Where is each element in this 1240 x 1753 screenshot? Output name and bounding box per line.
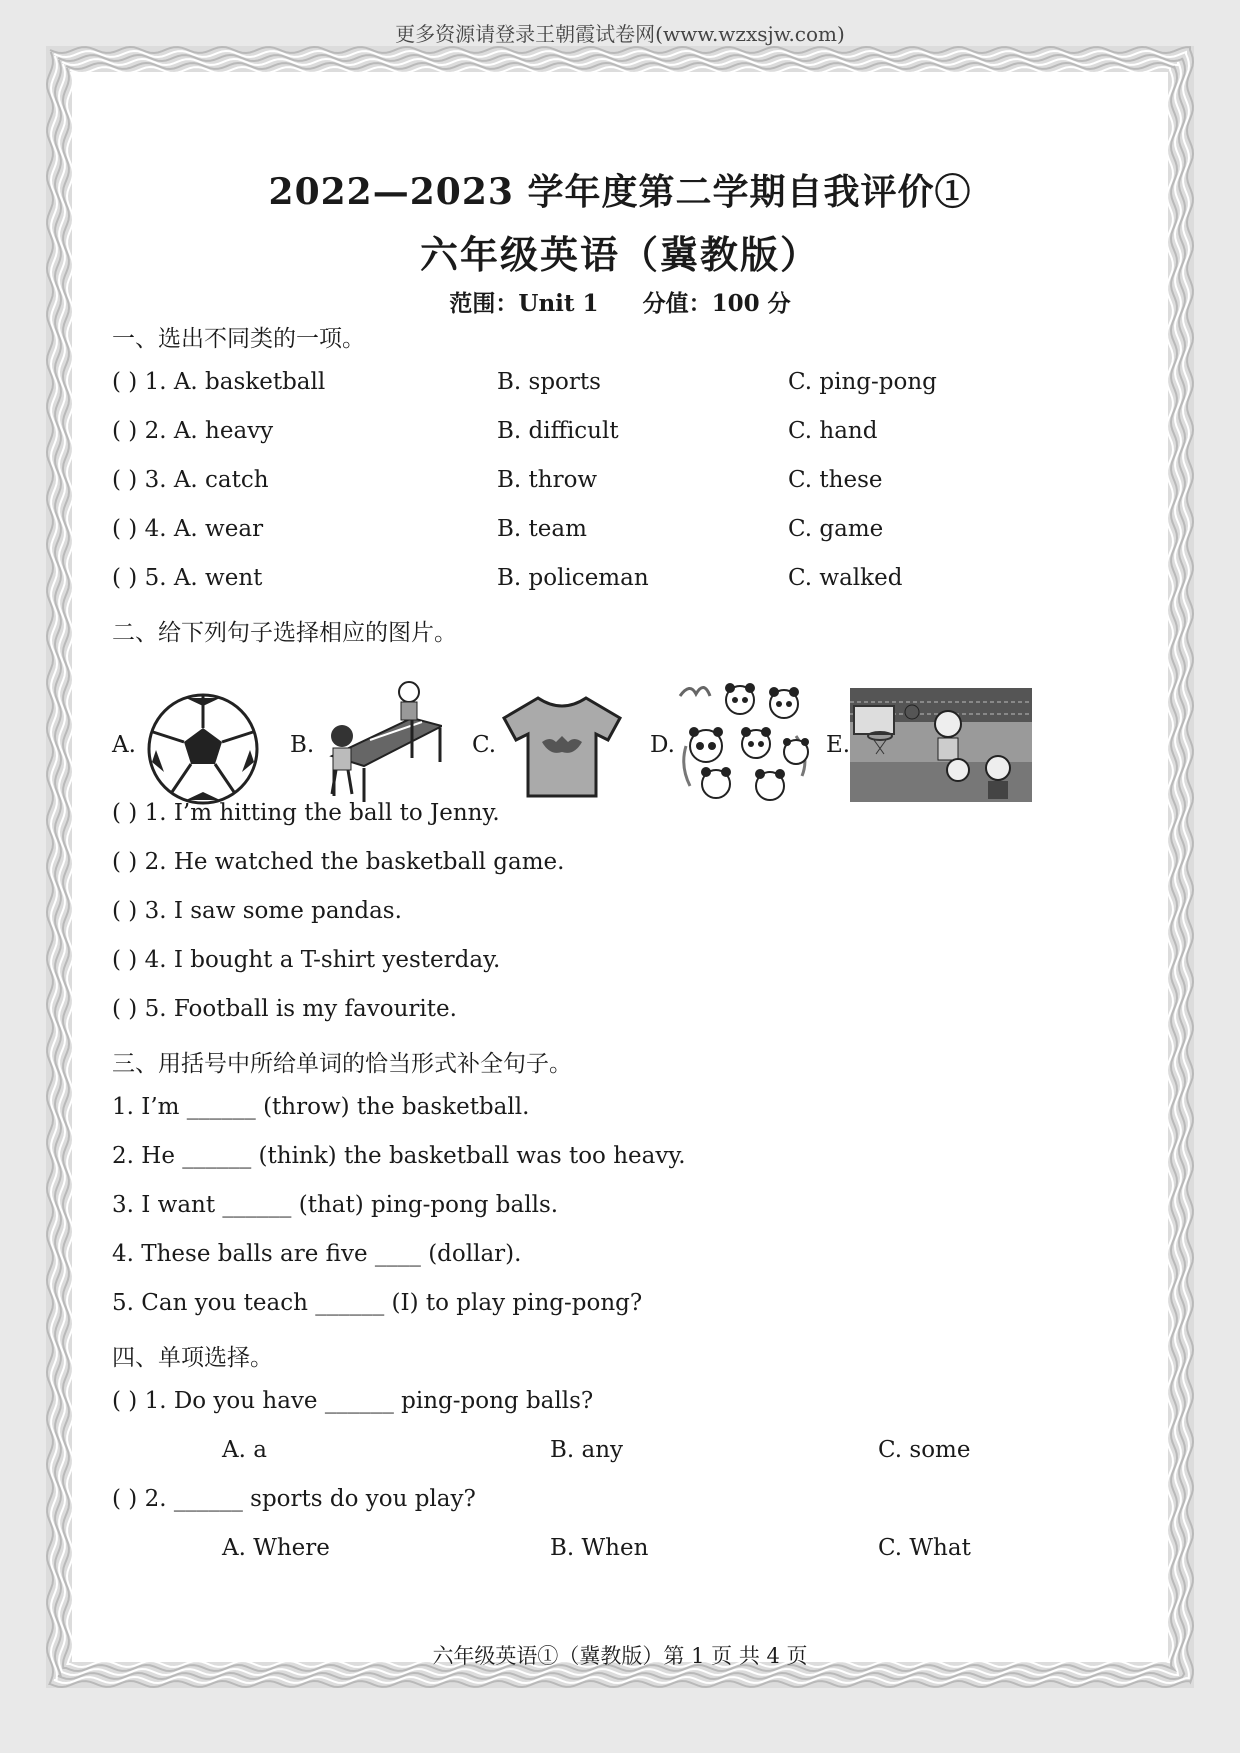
s4-q2-c: C. What bbox=[878, 1535, 971, 1561]
s2-q4: ( ) 4. I bought a T-shirt yesterday. bbox=[112, 947, 501, 973]
section-4-heading: 四、单项选择。 bbox=[112, 1345, 273, 1371]
s1-q5: ( ) 5. A. went bbox=[112, 565, 263, 591]
s4-q2-b: B. When bbox=[550, 1535, 649, 1561]
s2-q5: ( ) 5. Football is my favourite. bbox=[112, 996, 457, 1022]
s1-q2-c: C. hand bbox=[788, 418, 878, 444]
page-title: 2022—2023 学年度第二学期自我评价① bbox=[268, 171, 972, 213]
s1-q2: ( ) 2. A. heavy bbox=[112, 418, 274, 444]
watermark-text: 更多资源请登录王朝霞试卷网(www.wzxsjw.com) bbox=[395, 22, 845, 46]
s1-q1-b: B. sports bbox=[497, 369, 601, 395]
t-shirt-image bbox=[500, 694, 624, 800]
page-subtitle: 六年级英语（冀教版） bbox=[419, 232, 820, 277]
s1-q3-b: B. throw bbox=[497, 467, 598, 493]
s1-q2-b: B. difficult bbox=[497, 418, 619, 444]
section-2-heading: 二、给下列句子选择相应的图片。 bbox=[112, 620, 457, 646]
picture-label-d: D. bbox=[650, 732, 675, 758]
exam-page bbox=[72, 72, 1168, 1668]
s4-q1: ( ) 1. Do you have ______ ping-pong balls? bbox=[112, 1388, 594, 1414]
s3-q4: 4. These balls are five ____ (dollar). bbox=[112, 1241, 522, 1267]
s2-q2: ( ) 2. He watched the basketball game. bbox=[112, 849, 565, 875]
scope-text: 范围：Unit 1 bbox=[449, 290, 599, 317]
s3-q2: 2. He ______ (think) the basketball was too heavy. bbox=[112, 1143, 686, 1169]
s1-q3: ( ) 3. A. catch bbox=[112, 467, 269, 493]
s1-q5-c: C. walked bbox=[788, 565, 903, 591]
s2-q1: ( ) 1. I’m hitting the ball to Jenny. bbox=[112, 800, 500, 826]
picture-label-b: B. bbox=[290, 732, 315, 758]
score-text: 分值：100 分 bbox=[642, 290, 791, 317]
basketball-game-image bbox=[850, 688, 1032, 802]
s4-q2: ( ) 2. ______ sports do you play? bbox=[112, 1486, 476, 1512]
s4-q1-b: B. any bbox=[550, 1437, 624, 1463]
s4-q1-c: C. some bbox=[878, 1437, 971, 1463]
section-3-heading: 三、用括号中所给单词的恰当形式补全句子。 bbox=[112, 1051, 572, 1077]
section-1-heading: 一、选出不同类的一项。 bbox=[112, 326, 365, 352]
picture-label-a: A. bbox=[112, 732, 136, 758]
football-image bbox=[146, 692, 260, 806]
s1-q5-b: B. policeman bbox=[497, 565, 649, 591]
pandas-image bbox=[676, 676, 816, 804]
s1-q4: ( ) 4. A. wear bbox=[112, 516, 264, 542]
s1-q4-b: B. team bbox=[497, 516, 587, 542]
picture-label-c: C. bbox=[472, 732, 497, 758]
s1-q3-c: C. these bbox=[788, 467, 883, 493]
ping-pong-image bbox=[312, 678, 442, 804]
s3-q3: 3. I want ______ (that) ping-pong balls. bbox=[112, 1192, 559, 1218]
scope-score-line bbox=[72, 285, 1168, 318]
s4-q2-a: A. Where bbox=[222, 1535, 330, 1561]
s1-q1-c: C. ping-pong bbox=[788, 369, 937, 395]
s1-q4-c: C. game bbox=[788, 516, 884, 542]
s3-q5: 5. Can you teach ______ (I) to play ping-pong? bbox=[112, 1290, 643, 1316]
s1-q1: ( ) 1. A. basketball bbox=[112, 369, 326, 395]
s2-q3: ( ) 3. I saw some pandas. bbox=[112, 898, 402, 924]
s3-q1: 1. I’m ______ (throw) the basketball. bbox=[112, 1094, 530, 1120]
page-footer: 六年级英语①（冀教版）第 1 页 共 4 页 bbox=[432, 1644, 808, 1668]
s4-q1-a: A. a bbox=[222, 1437, 267, 1463]
picture-label-e: E. bbox=[826, 732, 851, 758]
